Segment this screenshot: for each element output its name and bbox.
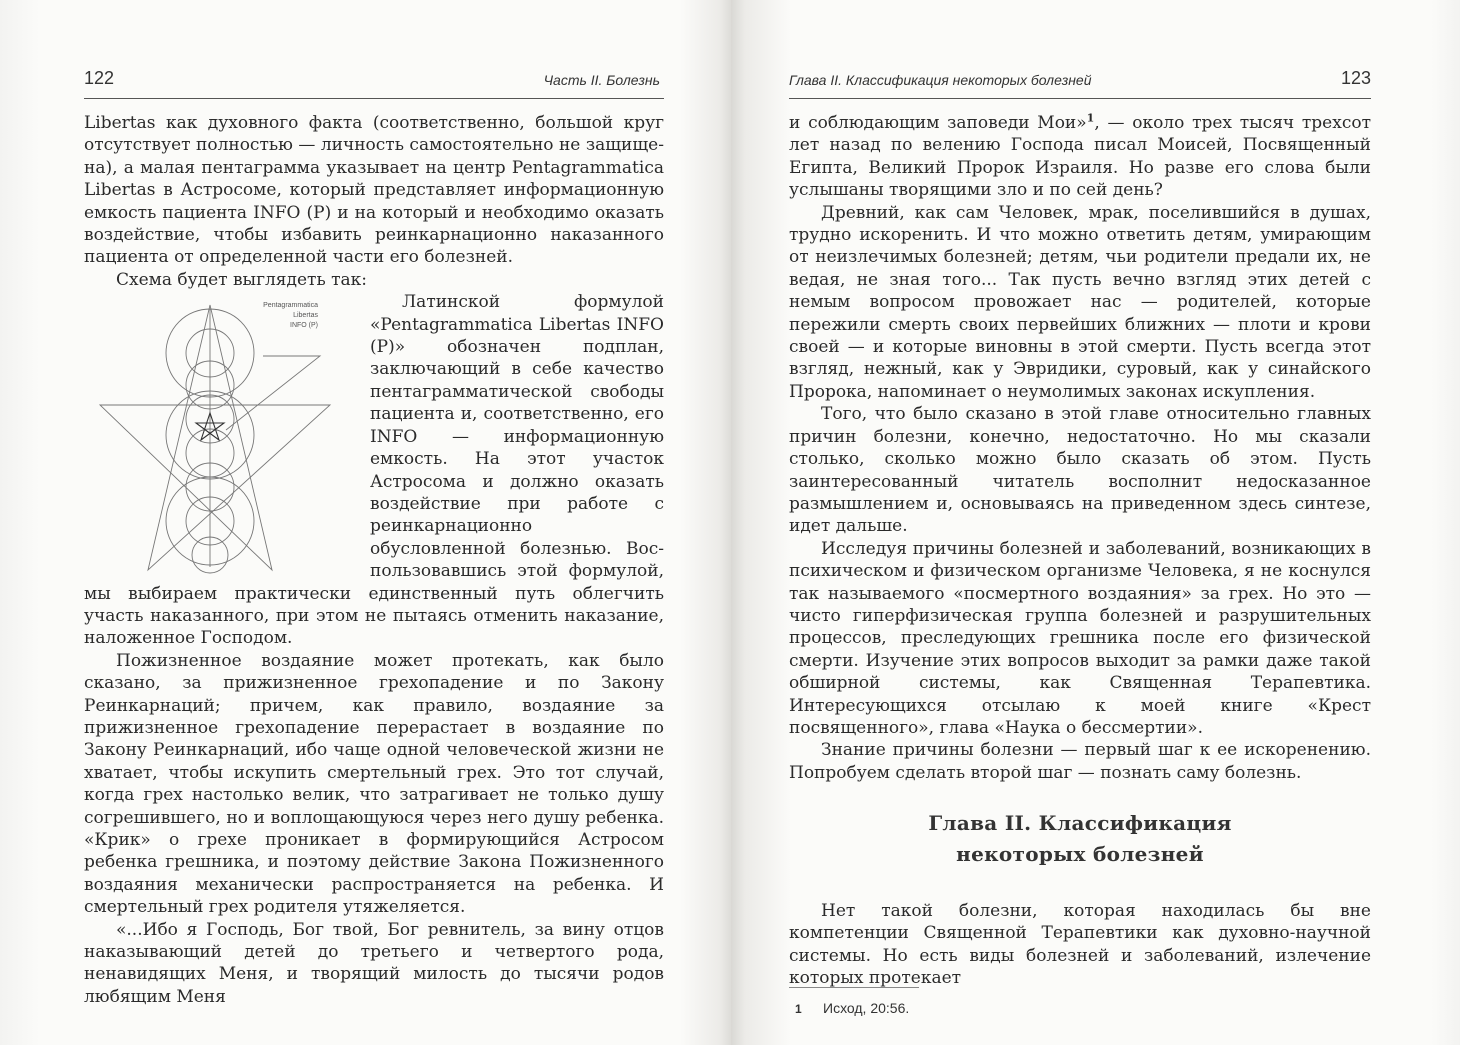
pentagram-diagram: [80, 295, 370, 575]
right-running-header: [789, 68, 1371, 99]
footnote-ref[interactable]: 1: [1086, 111, 1095, 125]
footnote-number: 1: [795, 1002, 802, 1016]
paragraph: «...Ибо я Господь, Бог твой, Бог ревнитель, за вину отцов наказывающий детей до третьего и четвертого рода, ненавидящих Меня, и творящий милость до тысячи родов любящим Меня: [84, 919, 664, 1007]
paragraph: Нет такой болезни, которая находилась бы вне компетенции Священной Терапевтики как духовно-научной системы. Но есть виды болезней и заболеваний, излечение которых протекает: [789, 901, 1371, 989]
figure-label: Pentagrammatica: [263, 302, 318, 310]
figure-label: Libertas: [293, 312, 318, 320]
paragraph: Libertas как духовного факта (соответственно, большой круг отсутствует полностью — личность самостоятельно не защищена), а малая пентаграмма указывает на центр Pentagrammatica Libertas в Астросоме, который представляет информационную емкость пациента INFO (P) и на который и необходимо оказать воздействие, чтобы избавить реинкарнационно наказанного пациента от определенной части его болезней.: [84, 113, 664, 268]
paragraph: Пожизненное воздаяние может протекать, как было сказано, за прижизненное грехопадение и по Закону Реинкарнаций; причем, как правило, воздаяние за прижизненное грехопадение перерастает в воздаяние по Закону Реинкарнаций, ибо чаще одной человеческой жизни не хватает, чтобы искупить смертельный грех. Это тот случай, когда грех настолько велик, что затрагивает не только душу согрешившего, но и воплощающуюся через него душу ребенка. «Крик» о грехе проникает в формирующийся Астросом ребенка грешника, и поэтому действие Закона Пожизненного воздаяния механически распространяется на ребенка. И смертельный грех родителя утяжеляется.: [84, 650, 664, 918]
paragraph: Исследуя причины болезней и заболеваний, возникающих в психическом и физическом организме Человека, я не коснулся так называемого «посмертного воздаяния» за грех. Но это — чисто гиперфизическая группа болезней и разрушительных процессов, преследующих грешника после его физической смерти. Изучение этих вопросов выходит за рамки даже такой обширной системы, как Священная Терапевтика. Интересующихся отсылаю к моей книге «Крест посвященного», глава «Наука о бессмертии».: [789, 538, 1371, 738]
left-page-number: 122: [84, 68, 115, 88]
right-body-text: [789, 112, 1371, 784]
paragraph: Древний, как сам Человек, мрак, поселившийся в душах, трудно искоренить. И что можно ответить детям, умирающим от неизлечимых болезней; детям, чьи родители предали их, не ведая, не зная того... Так пусть вечно взгляд этих детей с немым вопросом провожает нас — родителей, которые пережили смерть своих первейших ближних — плоти и крови своей — и которые виновны в этой смерти. Пусть всегда этот взгляд, нежный, как у Эвридики, суровый, как у синайского Пророка, напоминает о неумолимых законах искупления.: [789, 202, 1371, 402]
right-running-title: Глава II. Классификация некоторых болезней: [789, 72, 1092, 88]
paragraph: Схема будет выглядеть так:: [116, 269, 368, 290]
footnote: [795, 1000, 909, 1016]
paragraph-text: , — около трех тысяч трехсот лет назад по велению Господа писал Моисей, Посвященный Египта, Великий Пророк Израиля. Но разве его слова были услышаны творящими зло и по сей день?: [789, 113, 1371, 201]
footnote-text: Исход, 20:56.: [823, 1000, 910, 1016]
paragraph: Латинской формулой «Pentagrammatica Libertas INFO (P)» обозначен подплан, заключающий в себе качество пентаграмматической свободы пациента и, соответственно, его INFO — информационную емкость. На этот участок Астросома и должно оказать воздействие при работе с реинкарнационно обусловленной болезнью. Воспользовавшись этой формулой, мы выбираем практически единственный путь облегчить участь наказанного, при этом не пытаясь отменить наказание, наложенное Господом.: [84, 292, 664, 649]
right-page: [731, 0, 1460, 1045]
left-running-header: [84, 68, 664, 99]
footnote-divider: [789, 987, 919, 988]
paragraph: Знание причины болезни — первый шаг к ее искоренению. Попробуем сделать второй шаг — познать саму болезнь.: [789, 740, 1371, 783]
chapter-body-text: [789, 900, 1371, 990]
figure-label: INFO (P): [290, 322, 318, 330]
chapter-title-line: некоторых болезней: [956, 842, 1204, 866]
left-running-title: Часть II. Болезнь: [543, 72, 660, 88]
paragraph: Того, что было сказано в этой главе относительно главных причин болезни, конечно, недостаточно. Но мы сказали столько, сколько можно было сказать об этом. Пусть заинтересованный читатель восполнит недосказанное размышлением и, основываясь на приведенном здесь синтезе, идет дальше.: [789, 404, 1371, 537]
chapter-heading: [789, 808, 1371, 870]
paragraph: [789, 112, 1371, 202]
right-page-number: 123: [1340, 68, 1371, 88]
paragraph-text: и соблюдающим заповеди Мои»: [789, 113, 1087, 133]
left-body-text: [84, 112, 664, 1008]
chapter-title-line: Глава II. Классификация: [928, 811, 1232, 835]
